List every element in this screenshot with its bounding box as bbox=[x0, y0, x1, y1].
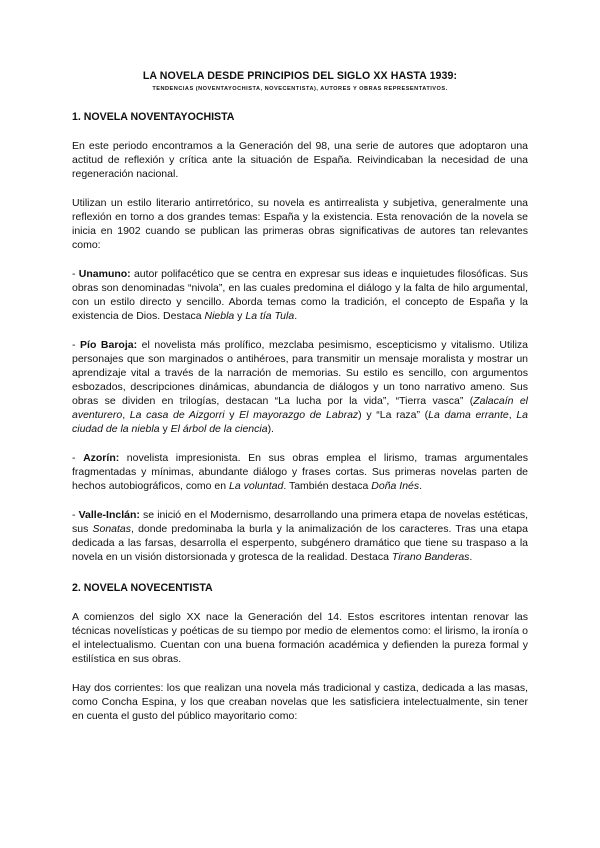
paragraph-intro-14: A comienzos del siglo XX nace la Generación del 14. Estos escritores intentan renovar las técnicas novelísticas y poéticas de su tiempo por medio de elementos como: el lirismo, la ironía o el intelectualismo. Cuentan con una buena formación académica y defienden la pureza formal y estilística en sus obras. bbox=[72, 611, 528, 665]
list-dash: - bbox=[72, 339, 81, 351]
work-title: Sonatas bbox=[92, 523, 132, 535]
document-page bbox=[72, 70, 528, 723]
page-subtitle: TENDENCIAS (NOVENTAYOCHISTA, NOVECENTISTA), AUTORES Y OBRAS REPRESENTATIVOS. bbox=[152, 86, 448, 92]
work-title: El árbol de la ciencia bbox=[170, 423, 268, 435]
punctuation: . bbox=[469, 551, 473, 563]
author-paragraph-baroja bbox=[72, 338, 528, 436]
author-text: autor polifacético que se centra en expresar sus ideas e inquietudes filosóficas. Sus obras son denominadas “nivola”, en las cuales predomina el diálogo y la falta de hilo argumental, con un estilo directo y sencillo. Aborda temas como la tradición, el concepto de España y la existencia de Dios. Destaca bbox=[72, 268, 528, 322]
separator: y bbox=[224, 409, 240, 421]
work-title: Zalacaín el aventurero bbox=[72, 395, 528, 421]
list-dash: - bbox=[72, 452, 84, 464]
punctuation: . bbox=[294, 310, 298, 322]
work-title: Doña Inés bbox=[371, 480, 420, 492]
separator: , bbox=[508, 409, 517, 421]
conjunction: y bbox=[234, 310, 246, 322]
work-title: La tía Tula bbox=[245, 310, 295, 322]
author-paragraph-unamuno bbox=[72, 267, 528, 323]
author-text: se inició en el Modernismo, desarrollando una primera etapa de novelas estéticas, sus bbox=[72, 509, 528, 535]
punctuation: . bbox=[419, 480, 423, 492]
work-title: La dama errante bbox=[428, 409, 509, 421]
paragraph-currents: Hay dos corrientes: los que realizan una novela más tradicional y castiza, dedicada a las masas, como Concha Espina, y los que creaban novelas que les satisficiera intelectualmente, sin tener en cuenta el gusto del público mayoritario como: bbox=[72, 682, 528, 722]
page-title: LA NOVELA DESDE PRINCIPIOS DEL SIGLO XX HASTA 1939: bbox=[142, 70, 458, 82]
section-heading-novecentista: 2. NOVELA NOVECENTISTA bbox=[72, 582, 213, 594]
author-name: Azorín: bbox=[83, 452, 120, 464]
separator: ) y “La raza” ( bbox=[358, 409, 429, 421]
work-title: El mayorazgo de Labraz bbox=[239, 409, 359, 421]
author-text: el novelista más prolífico, mezclaba pesimismo, escepticismo y vitalismo. Utiliza personajes que son marginados o antihéroes, para transmitir un mensaje moralista y mostrar un aprendizaje vital a través de la narración de memorias. Su estilo es sencillo, con argumentos esbozados, descripciones dinámicas, abundancia de diálogos y un tono narrativo ameno. Sus obras se dividen en trilogías, destacan “La lucha por la vida”, “Tierra vasca” ( bbox=[72, 339, 528, 407]
work-title: Tirano Banderas bbox=[391, 551, 470, 563]
author-name: Valle-Inclán: bbox=[78, 509, 140, 521]
work-title: La voluntad bbox=[229, 480, 284, 492]
paragraph-intro-98: En este periodo encontramos a la Generación del 98, una serie de autores que adoptaron una actitud de reflexión y crítica ante la situación de España. Reivindicaban la necesidad de una regeneración nacional. bbox=[72, 140, 528, 180]
author-text: , donde predominaba la burla y la animalización de los caracteres. Tras una etapa dedicada a las farsas, desarrolla el esperpento, subgénero dramático que tiene su traspaso a la novela en un visión distorsionada y grotesca de la realidad. Destaca bbox=[72, 523, 528, 563]
separator: , bbox=[122, 409, 130, 421]
paragraph-style-98: Utilizan un estilo literario antirretórico, su novela es antirrealista y subjetiva, generalmente una reflexión en torno a dos grandes temas: España y la existencia. Esta renovación de la novela se inicia en 1902 cuando se publican las primeras obras significativas de autores tan relevantes como: bbox=[72, 197, 528, 251]
author-paragraph-valle-inclan bbox=[72, 508, 528, 564]
author-paragraph-azorin bbox=[72, 451, 528, 493]
punctuation: ). bbox=[267, 423, 274, 435]
work-title: Niebla bbox=[204, 310, 235, 322]
section-heading-noventayochista: 1. NOVELA NOVENTAYOCHISTA bbox=[72, 111, 235, 123]
author-text: novelista impresionista. En sus obras emplea el lirismo, tramas argumentales fragmentadas y mínimas, abundante diálogo y frases cortas. Sus primeras novelas parten de hechos autobiográficos, como en bbox=[72, 452, 529, 492]
separator: y bbox=[159, 423, 171, 435]
list-dash: - bbox=[72, 509, 79, 521]
author-text: . También destaca bbox=[283, 480, 372, 492]
work-title: La casa de Aizgorri bbox=[129, 409, 225, 421]
author-name: Unamuno: bbox=[78, 268, 131, 280]
list-dash: - bbox=[72, 268, 79, 280]
work-title: La ciudad de la niebla bbox=[72, 409, 528, 435]
author-name: Pío Baroja: bbox=[80, 339, 138, 351]
